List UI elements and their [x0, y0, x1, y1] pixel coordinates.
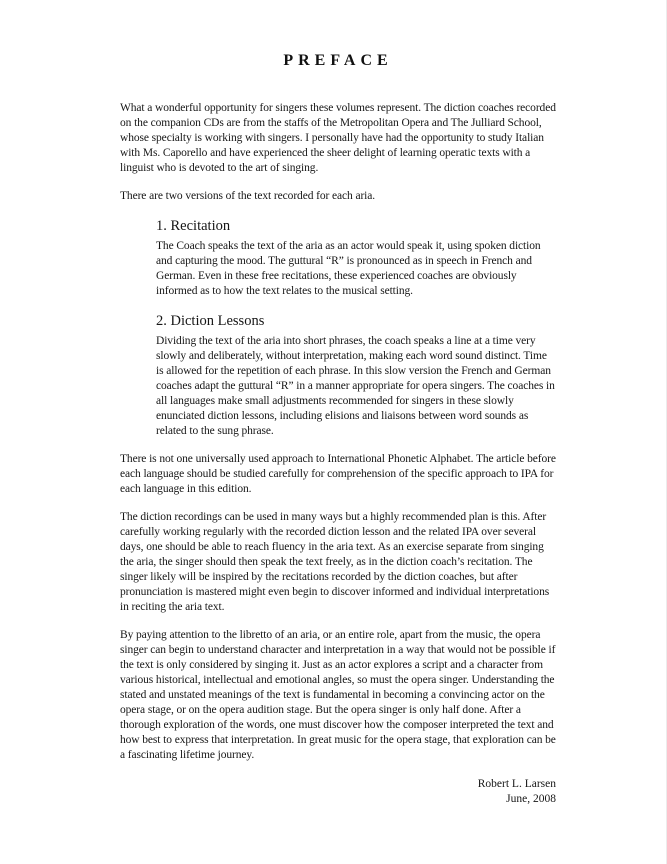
section-body-diction-lessons: Dividing the text of the aria into short phrases, the coach speaks a line at a time very slowly and deliberately, without interpretation, making each word sound distinct. Time is allowed for the repetition of each phrase. In this slow version the French and German coaches adapt the guttural “R” in a manner appropriate for opera singers. The coaches in all languages make small adjustments recommended for singers in these slowly enunciated diction lessons, including elisions and liaisons between word sounds as related to the sung phrase. [156, 335, 555, 437]
libretto-paragraph: By paying attention to the libretto of an aria, or an entire role, apart from the music, the opera singer can begin to understand character and interpretation in a way that would not be possible if the text is only considered by singing it. Just as an actor explores a script and a character from various historical, intellectual and emotional angles, so must the opera singer. Understanding the stated and unstated meanings of the text is fundamental in becoming a convincing actor on the opera stage, or on the opera audition stage. But the opera singer is only half done. After a thorough exploration of the words, one must discover how the composer interpreted the text and how best to express that interpretation. In great music for the opera stage, that exploration can be a fascinating lifetime journey. [120, 629, 556, 761]
page-title: PREFACE [283, 52, 393, 69]
recommended-plan-paragraph: The diction recordings can be used in many ways but a highly recommended plan is this. After carefully working regularly with the recorded diction lesson and the related IPA over several days, one should be able to reach fluency in the aria text. As an exercise separate from singing the aria, the singer should then speak the text freely, as in the diction coach’s recitation. The singer likely will be inspired by the recitations recorded by the diction coaches, but after pronunciation is mastered might even begin to discover informed and individual interpretations in reciting the aria text. [120, 511, 550, 613]
signature-name: Robert L. Larsen [477, 778, 556, 790]
signature-block [120, 777, 556, 807]
section-heading-diction-lessons: 2. Diction Lessons [156, 313, 265, 329]
section-body-recitation: The Coach speaks the text of the aria as an actor would speak it, using spoken diction and capturing the mood. The guttural “R” is pronounced as in speech in French and German. Even in these free recitations, these experienced coaches are obviously informed as to how the text relates to the musical setting. [156, 240, 541, 297]
page-content [120, 52, 556, 807]
section-heading-recitation: 1. Recitation [156, 218, 231, 234]
numbered-sections [156, 217, 556, 439]
signature-date: June, 2008 [506, 793, 556, 805]
section-diction-lessons [156, 312, 556, 439]
section-recitation [156, 217, 556, 299]
intro-paragraph: What a wonderful opportunity for singers these volumes represent. The diction coaches recorded on the companion CDs are from the staffs of the Metropolitan Opera and The Julliard School, whose specialty is working with singers. I personally have had the opportunity to study Italian with Ms. Caporello and have experienced the sheer delight of learning operatic texts with a linguist who is devoted to the art of singing. [120, 102, 556, 174]
ipa-paragraph: There is not one universally used approach to International Phonetic Alphabet. The article before each language should be studied carefully for comprehension of the specific approach to IPA for each language in this edition. [120, 453, 556, 495]
two-versions-paragraph: There are two versions of the text recorded for each aria. [120, 190, 376, 202]
